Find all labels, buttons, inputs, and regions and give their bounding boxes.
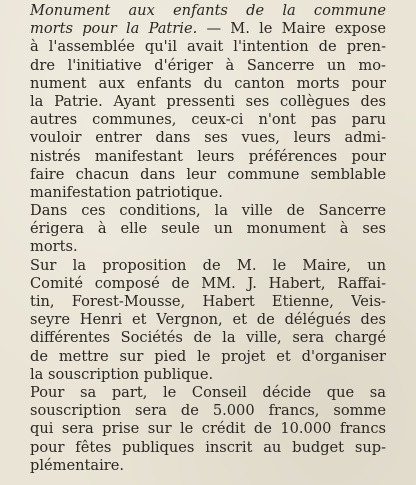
article-line: la Patrie. Ayant pressenti ses collègues des xyxy=(30,92,386,110)
article-line: autres communes, ceux-ci n'ont pas paru xyxy=(30,111,386,129)
article-line: érigera à elle seule un monument à ses xyxy=(30,220,386,238)
article-line: pour fêtes publiques inscrit au budget sup- xyxy=(30,438,386,456)
article-line: faire chacun dans leur commune semblable xyxy=(30,165,386,183)
article-line: manifestation patriotique. xyxy=(30,183,223,201)
article-line: Dans ces conditions, la ville de Sancerre xyxy=(30,202,386,220)
article-line: de mettre sur pied le projet et d'organiser xyxy=(30,347,386,365)
article-line: vouloir entrer dans ses vues, leurs admi- xyxy=(30,129,386,147)
article-heading-fragment: morts pour la Patrie. xyxy=(30,20,198,38)
article-line: morts. xyxy=(30,238,78,256)
article-line: qui sera prise sur le crédit de 10.000 francs xyxy=(30,420,386,438)
article-heading-line: Monument aux enfants de la commune xyxy=(30,2,386,19)
article-line: Sur la proposition de M. le Maire, un xyxy=(30,256,386,274)
article-line: plémentaire. xyxy=(30,456,125,474)
article-line: souscription sera de 5.000 francs, somme xyxy=(30,402,386,420)
article-line xyxy=(30,20,386,38)
article-line: nument aux enfants du canton morts pour xyxy=(30,74,386,92)
article-line-fragment: — M. le Maire expose xyxy=(197,20,386,38)
article-line: tin, Forest-Mousse, Habert Etienne, Veis- xyxy=(30,293,386,310)
article-line: nistrés manifestant leurs préférences pour xyxy=(30,147,386,165)
article-line: la souscription publique. xyxy=(30,365,214,383)
article-line: dre l'initiative d'ériger à Sancerre un mo- xyxy=(30,56,386,74)
article-line: différentes Sociétés de la ville, sera chargé xyxy=(30,329,386,347)
article-line: Comité composé de MM. J. Habert, Raffai- xyxy=(30,274,386,292)
article-line: Pour sa part, le Conseil décide que sa xyxy=(30,383,386,401)
article-column xyxy=(30,2,386,475)
article-line: seyre Henri et Vergnon, et de délégués des xyxy=(30,311,386,329)
article-line: à l'assemblée qu'il avait l'intention de pren- xyxy=(30,38,386,56)
